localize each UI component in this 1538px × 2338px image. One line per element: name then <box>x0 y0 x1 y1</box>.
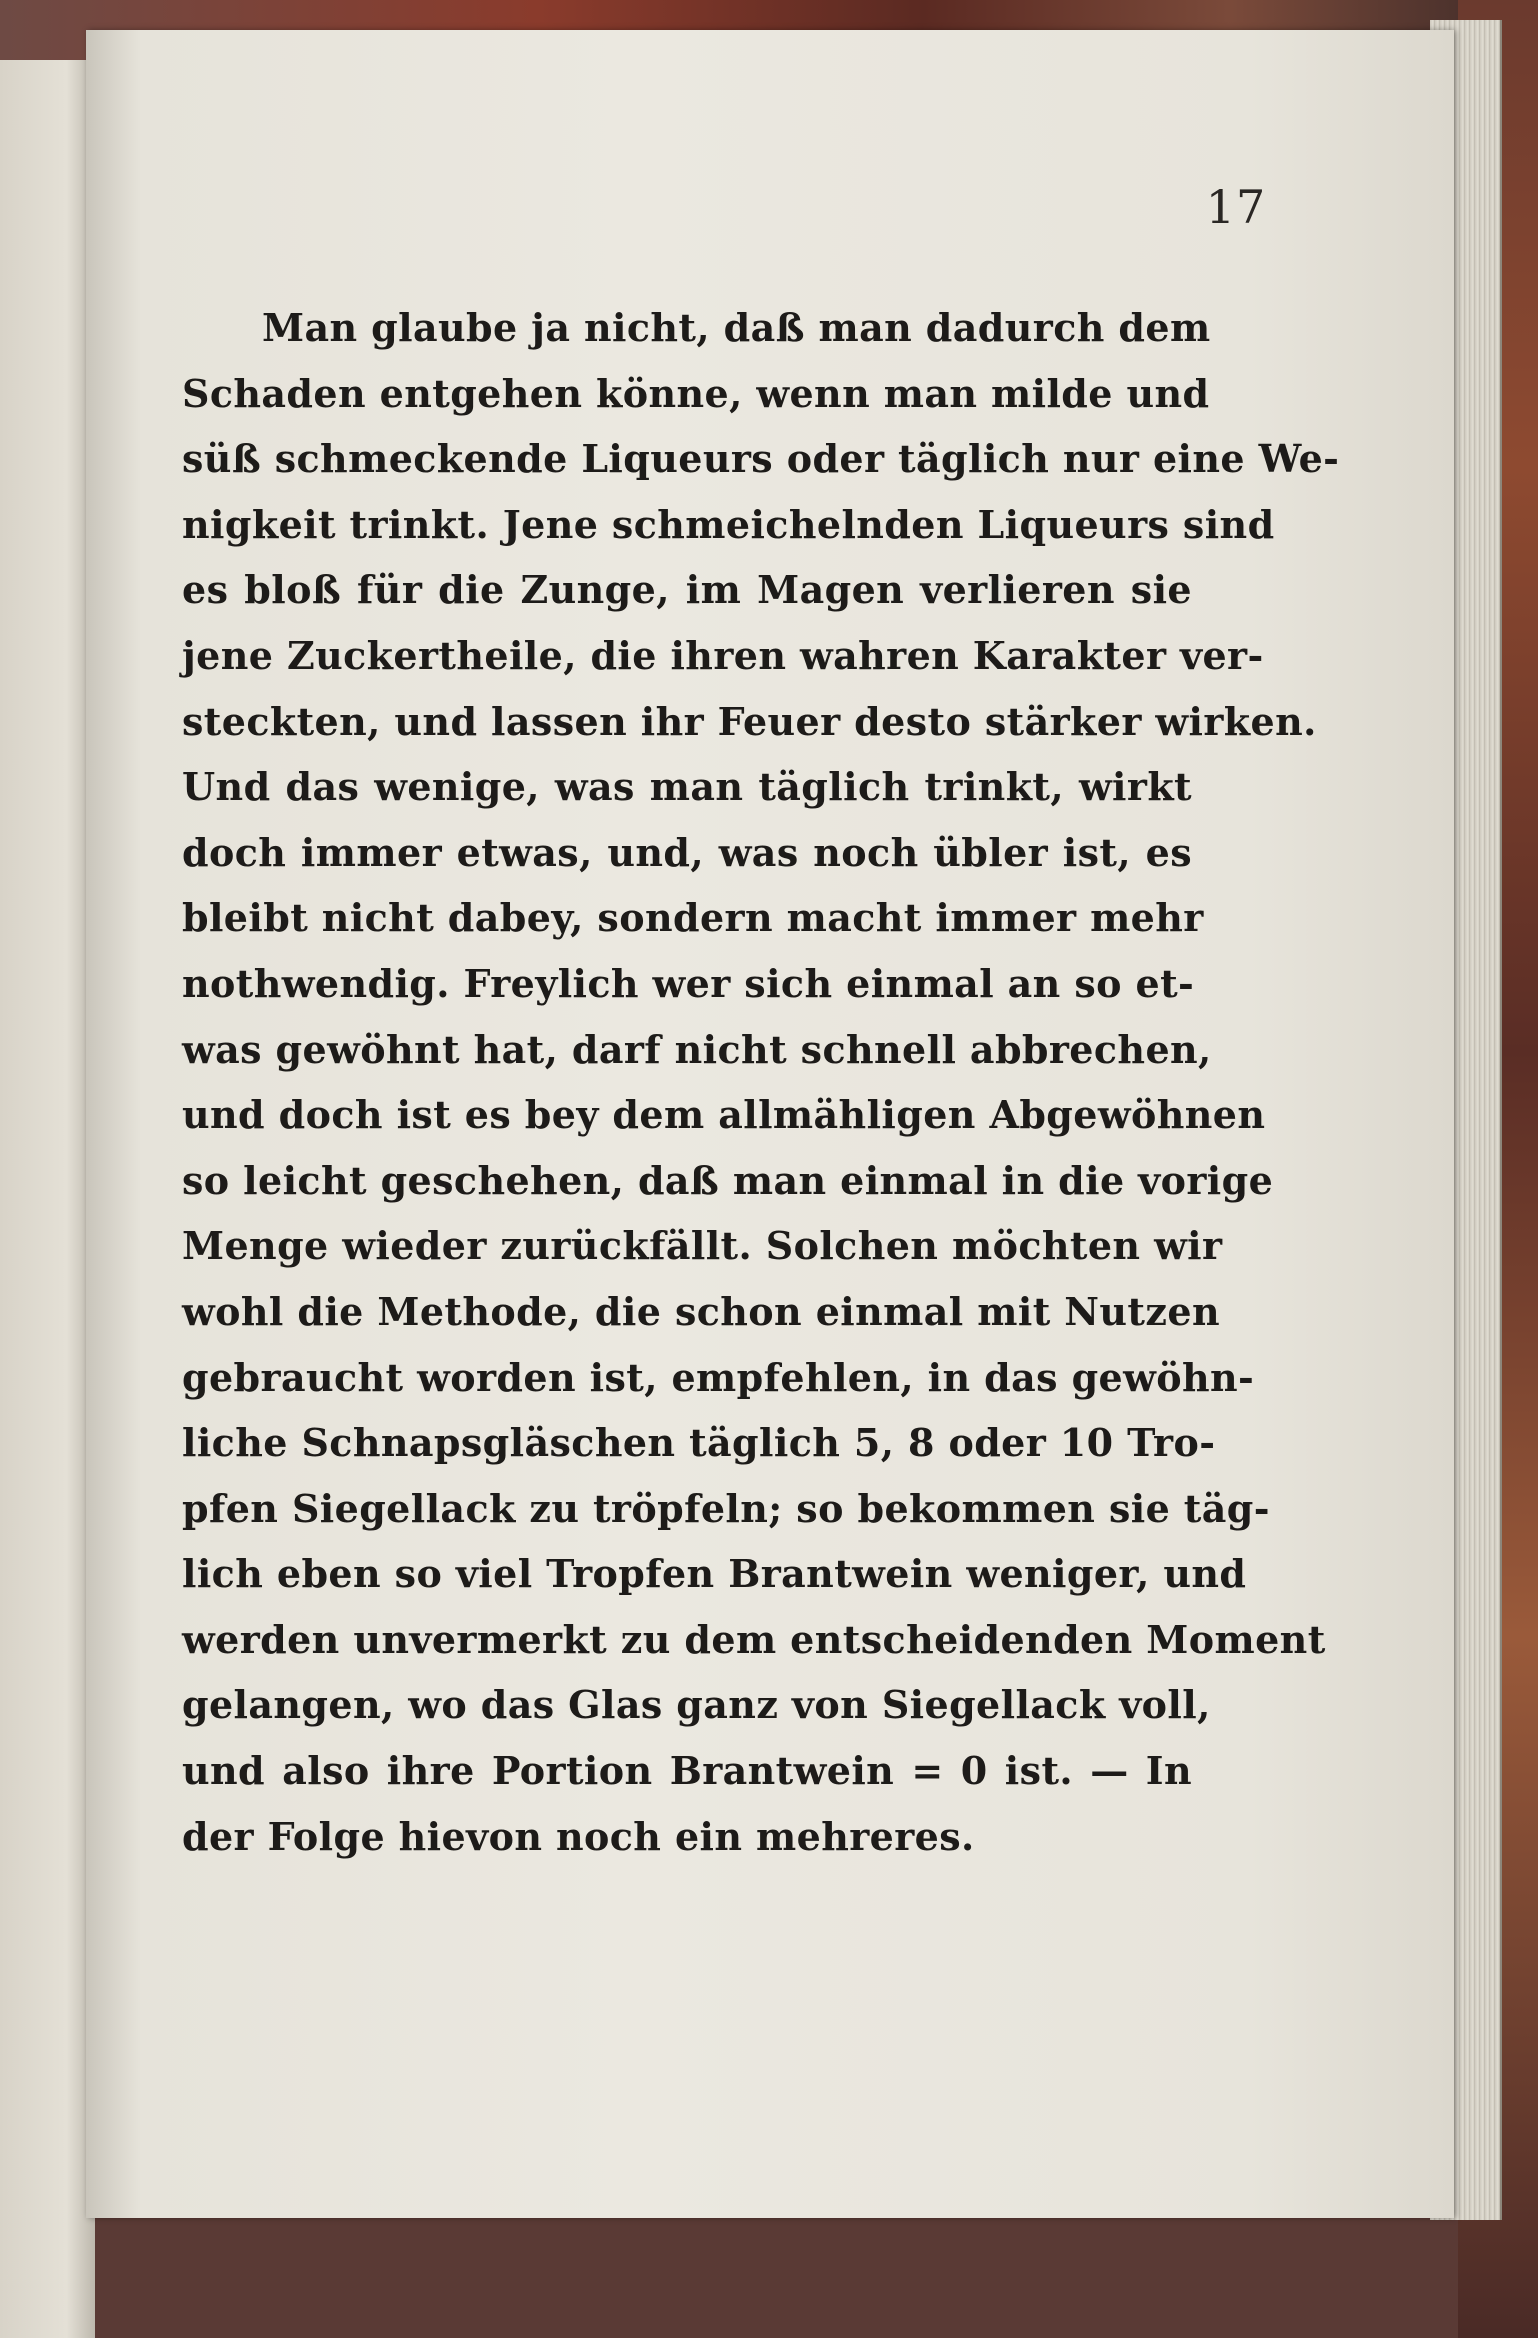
text-line: süß schmeckende Liqueurs oder täglich nur eine We- <box>182 436 1340 482</box>
text-line: der Folge hievon noch ein mehreres. <box>182 1813 975 1859</box>
text-line: Und das wenige, was man täglich trinkt, wirkt <box>182 764 1192 810</box>
text-line: Schaden entgehen könne, wenn man milde und <box>182 370 1210 416</box>
left-page-edge <box>0 60 95 2338</box>
text-line: lich eben so viel Tropfen Brantwein weniger, und <box>182 1551 1247 1597</box>
text-line: doch immer etwas, und, was noch übler ist, es <box>182 829 1192 875</box>
text-line: und also ihre Portion Brantwein = 0 ist. — In <box>182 1748 1192 1794</box>
text-line: was gewöhnt hat, darf nicht schnell abbrechen, <box>182 1026 1212 1072</box>
text-line: pfen Siegellack zu tröpfeln; so bekommen sie täg- <box>182 1485 1270 1531</box>
text-line: gebraucht worden ist, empfehlen, in das gewöhn- <box>182 1354 1255 1400</box>
text-line: Man glaube ja nicht, daß man dadurch dem <box>262 305 1211 350</box>
text-line: nothwendig. Freylich wer sich einmal an so et- <box>182 960 1195 1006</box>
text-line: gelangen, wo das Glas ganz von Siegellack voll, <box>182 1682 1211 1728</box>
page-number: 17 <box>1205 180 1267 234</box>
text-line: so leicht geschehen, daß man einmal in die vorige <box>182 1157 1274 1203</box>
text-line: und doch ist es bey dem allmähligen Abgewöhnen <box>182 1092 1266 1138</box>
text-line: wohl die Methode, die schon einmal mit Nutzen <box>182 1288 1220 1334</box>
text-line: Menge wieder zurückfällt. Solchen möchten wir <box>182 1223 1223 1269</box>
text-line: jene Zuckertheile, die ihren wahren Karakter ver- <box>182 632 1264 678</box>
text-line: steckten, und lassen ihr Feuer desto stärker wirken. <box>182 698 1317 744</box>
text-line: bleibt nicht dabey, sondern macht immer mehr <box>182 895 1204 941</box>
text-line: nigkeit trinkt. Jene schmeichelnden Liqueurs sind <box>182 501 1275 547</box>
text-line: liche Schnapsgläschen täglich 5, 8 oder 10 Tro- <box>182 1420 1216 1466</box>
text-line: werden unvermerkt zu dem entscheidenden Moment <box>182 1616 1326 1662</box>
text-line: es bloß für die Zunge, im Magen verlieren sie <box>182 567 1192 613</box>
body-text <box>182 295 1340 1869</box>
